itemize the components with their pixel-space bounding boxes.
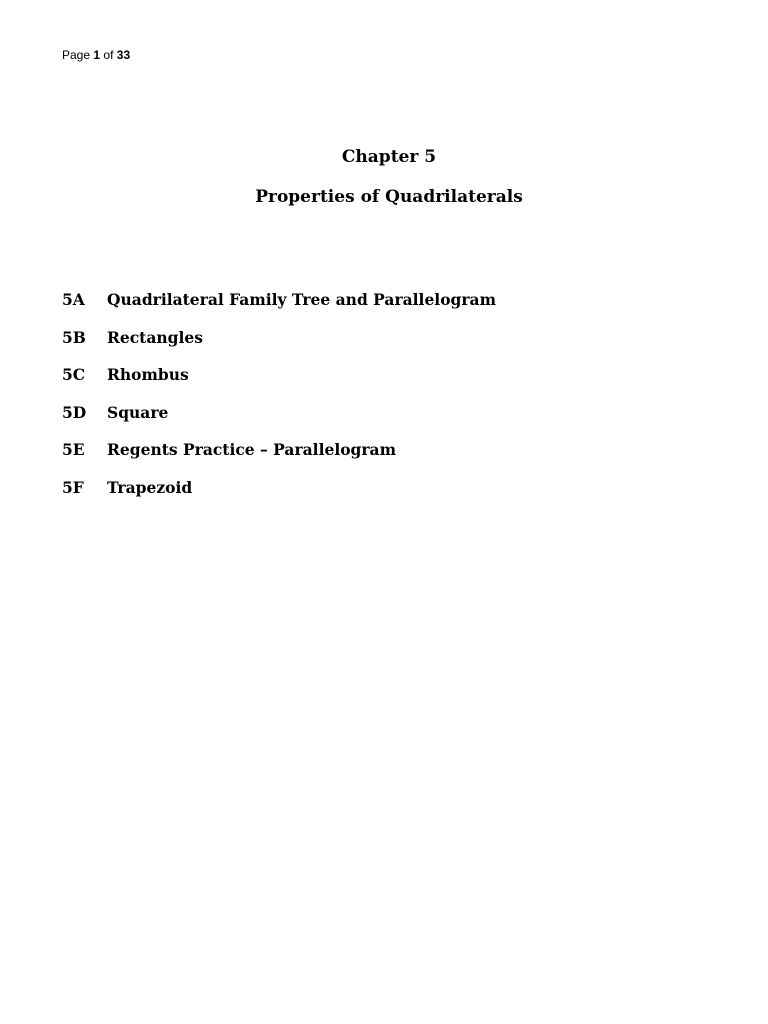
- page-number: [62, 46, 130, 64]
- toc-code: 5B: [62, 327, 86, 347]
- toc-item-5d: [62, 403, 496, 441]
- toc-title: Regents Practice – Parallelogram: [107, 440, 396, 459]
- page-total: 33: [116, 48, 131, 62]
- toc-item-5c: [62, 365, 496, 403]
- toc-title: Square: [107, 402, 169, 422]
- toc-title: Trapezoid: [107, 477, 193, 497]
- toc-title: Rectangles: [107, 327, 203, 347]
- page-prefix: Page: [62, 48, 91, 62]
- toc-code: 5E: [62, 440, 85, 459]
- toc-item-5e: [62, 440, 496, 478]
- toc-code: 5D: [62, 402, 87, 422]
- toc-item-5f: [62, 478, 496, 516]
- toc-code: 5A: [62, 290, 85, 309]
- toc-title: Quadrilateral Family Tree and Parallelogram: [107, 290, 496, 309]
- toc-item-5a: [62, 290, 496, 328]
- toc-code: 5F: [62, 477, 84, 497]
- chapter-subtitle: Properties of Quadrilaterals: [255, 187, 523, 207]
- toc-item-5b: [62, 328, 496, 366]
- toc-title: Rhombus: [107, 365, 189, 384]
- toc-code: 5C: [62, 365, 86, 384]
- chapter-title: Chapter 5: [341, 147, 437, 167]
- table-of-contents: [62, 290, 496, 515]
- page-of: of: [103, 48, 114, 62]
- page-current: 1: [93, 48, 101, 62]
